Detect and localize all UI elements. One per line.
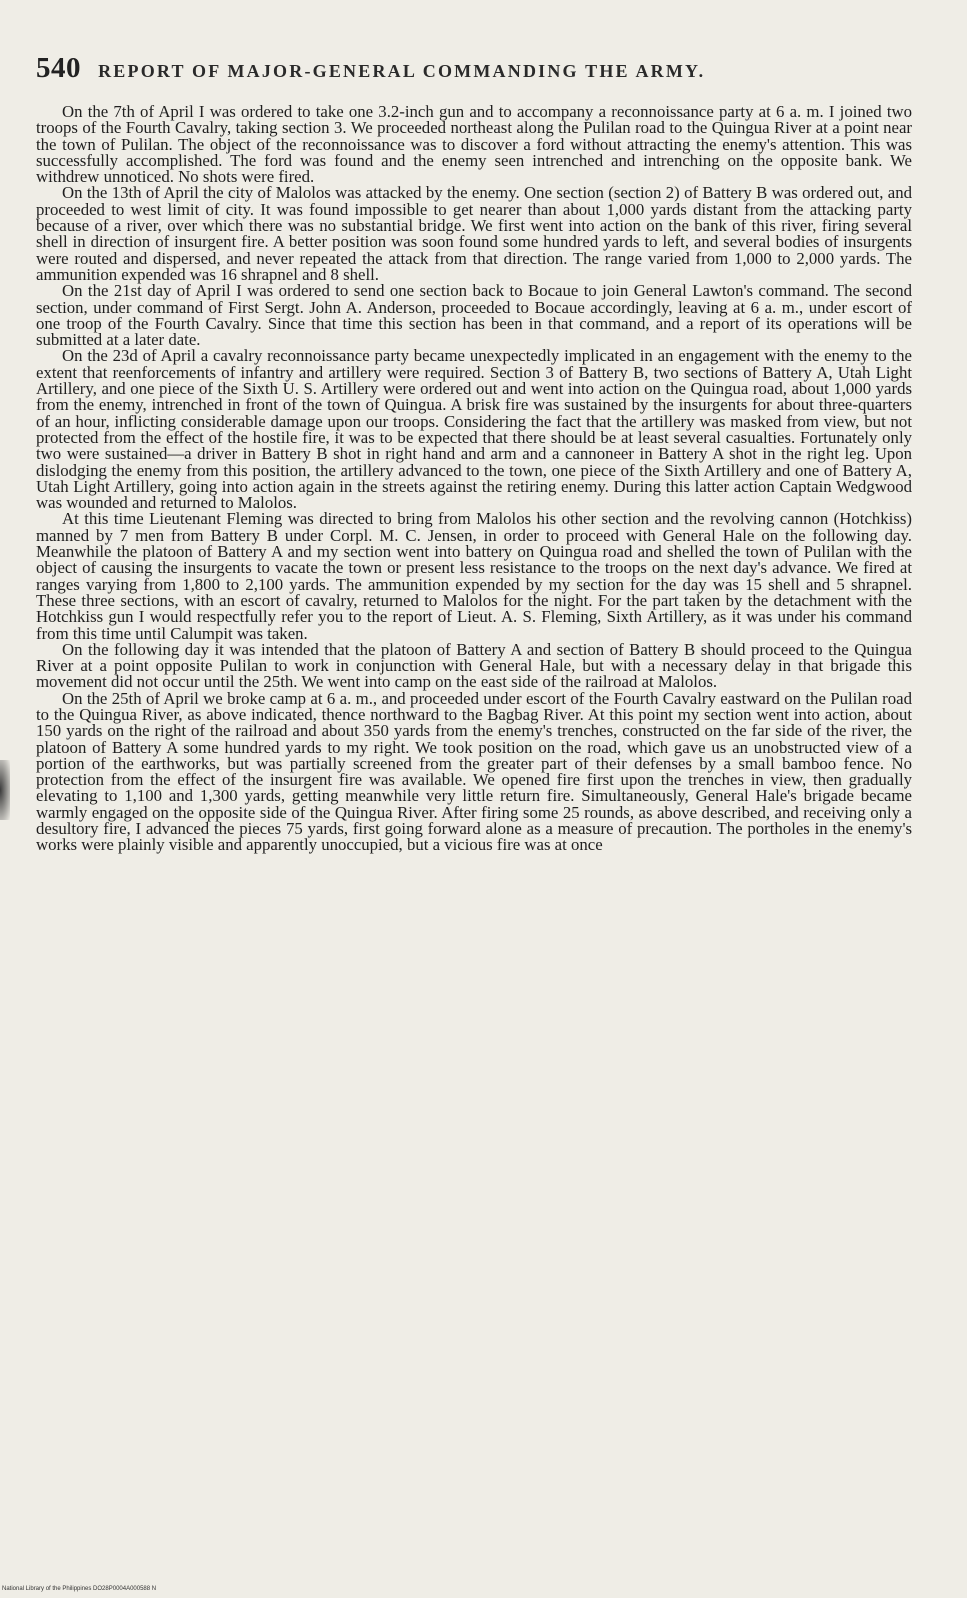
- paragraph: On the following day it was intended that the platoon of Battery A and section of Battery B should proceed to the Quingua River at a point opposite Pulilan to work in conjunction with General Hale, but with a necessary delay in that brigade this movement did not occur until the 25th. We went into camp on the east side of the railroad at Malolos.: [36, 639, 912, 692]
- binding-shadow: [0, 760, 10, 820]
- page-header: [36, 52, 896, 92]
- running-head: REPORT OF MAJOR-GENERAL COMMANDING THE ARMY.: [98, 61, 706, 81]
- paragraph: On the 25th of April we broke camp at 6 a. m., and proceeded under escort of the Fourth Cavalry eastward on the Pulilan road to the Quingua River, as above indicated, thence northward to the Bagbag River. At this point my section went into action, about 150 yards on the right of the railroad and about 350 yards from the enemy's trenches, constructed on the far side of the river, the platoon of Battery A some hundred yards to my right. We took position on the road, which gave us an unobstructed view of a portion of the earthworks, but was partially screened from the greater part of their defenses by a small bamboo fence. No protection from the effect of the insurgent fire was available. We opened fire first upon the trenches in view, then gradually elevating to 1,100 and 1,300 yards, getting meanwhile very little return fire. Simultaneously, General Hale's brigade became warmly engaged on the opposite side of the Quingua River. After firing some 25 rounds, as above described, and receiving only a desultory fire, I advanced the pieces 75 yards, first going forward alone as a measure of precaution. The portholes in the enemy's works were plainly visible and apparently unoccupied, but a vicious fire was at once: [36, 688, 912, 855]
- page-number: 540: [36, 52, 81, 84]
- body-text: [36, 104, 912, 854]
- paragraph: At this time Lieutenant Fleming was directed to bring from Malolos his other section and the revolving cannon (Hotchkiss) manned by 7 men from Battery B under Corpl. M. C. Jensen, in order to proceed with General Hale on the following day. Meanwhile the platoon of Battery A and my section went into battery on Quingua road and shelled the town of Pulilan with the object of causing the insurgents to vacate the town or present less resistance to the troops on the next day's advance. We fired at ranges varying from 1,800 to 2,100 yards. The ammunition expended by my section for the day was 15 shell and 5 shrapnel. These three sections, with an escort of cavalry, returned to Malolos for the night. For the part taken by the detachment with the Hotchkiss gun I would respectfully refer you to the report of Lieut. A. S. Fleming, Sixth Artillery, as it was under his command from this time until Calumpit was taken.: [36, 509, 912, 643]
- scan-footer: National Library of the Philippines DO28P0004A000588 N: [2, 1586, 157, 1592]
- paragraph: On the 23d of April a cavalry reconnoissance party became unexpectedly implicated in an engagement with the enemy to the extent that reenforcements of infantry and artillery were required. Section 3 of Battery B, two sections of Battery A, Utah Light Artillery, and one piece of the Sixth U. S. Artillery were ordered out and went into action on the Quingua road, about 1,000 yards from the enemy, intrenched in front of the town of Quingua. A brisk fire was sustained by the insurgents for about three-quarters of an hour, inflicting considerable damage upon our troops. Considering the fact that the artillery was masked from view, but not protected from the effect of the hostile fire, it was to be expected that there should be at least several casualties. Fortunately only two were sustained—a driver in Battery B shot in right hand and arm and a cannoneer in Battery A shot in the right leg. Upon dislodging the enemy from this position, the artillery advanced to the town, one piece of the Sixth Artillery and one of Battery A, Utah Light Artillery, going into action again in the streets against the retiring enemy. During this latter action Captain Wedgwood was wounded and returned to Malolos.: [36, 346, 912, 513]
- paragraph: On the 7th of April I was ordered to take one 3.2-inch gun and to accompany a reconnoissance party at 6 a. m. I joined two troops of the Fourth Cavalry, taking section 3. We proceeded northeast along the Pulilan road to the Quingua River at a point near the town of Pulilan. The object of the reconnoissance was to discover a ford without attracting the enemy's attention. This was successfully accomplished. The ford was found and the enemy seen intrenched and intrenching on the opposite bank. We withdrew unnoticed. No shots were fired.: [36, 102, 912, 187]
- paragraph: On the 13th of April the city of Malolos was attacked by the enemy. One section (section 2) of Battery B was ordered out, and proceeded to west limit of city. It was found impossible to get nearer than about 1,000 yards distant from the attacking party because of a river, over which there was no substantial bridge. We first went into action on the bank of this river, firing several shell in direction of insurgent fire. A better position was soon found some hundred yards to left, and several bodies of insurgents were routed and dispersed, and never repeated the attack from that direction. The range varied from 1,000 to 2,000 yards. The ammunition expended was 16 shrapnel and 8 shell.: [36, 183, 912, 284]
- paragraph: On the 21st day of April I was ordered to send one section back to Bocaue to join General Lawton's command. The second section, under command of First Sergt. John A. Anderson, proceeded to Bocaue accordingly, leaving at 6 a. m., under escort of one troop of the Fourth Cavalry. Since that time this section has been in that command, and a report of its operations will be submitted at a later date.: [36, 281, 912, 350]
